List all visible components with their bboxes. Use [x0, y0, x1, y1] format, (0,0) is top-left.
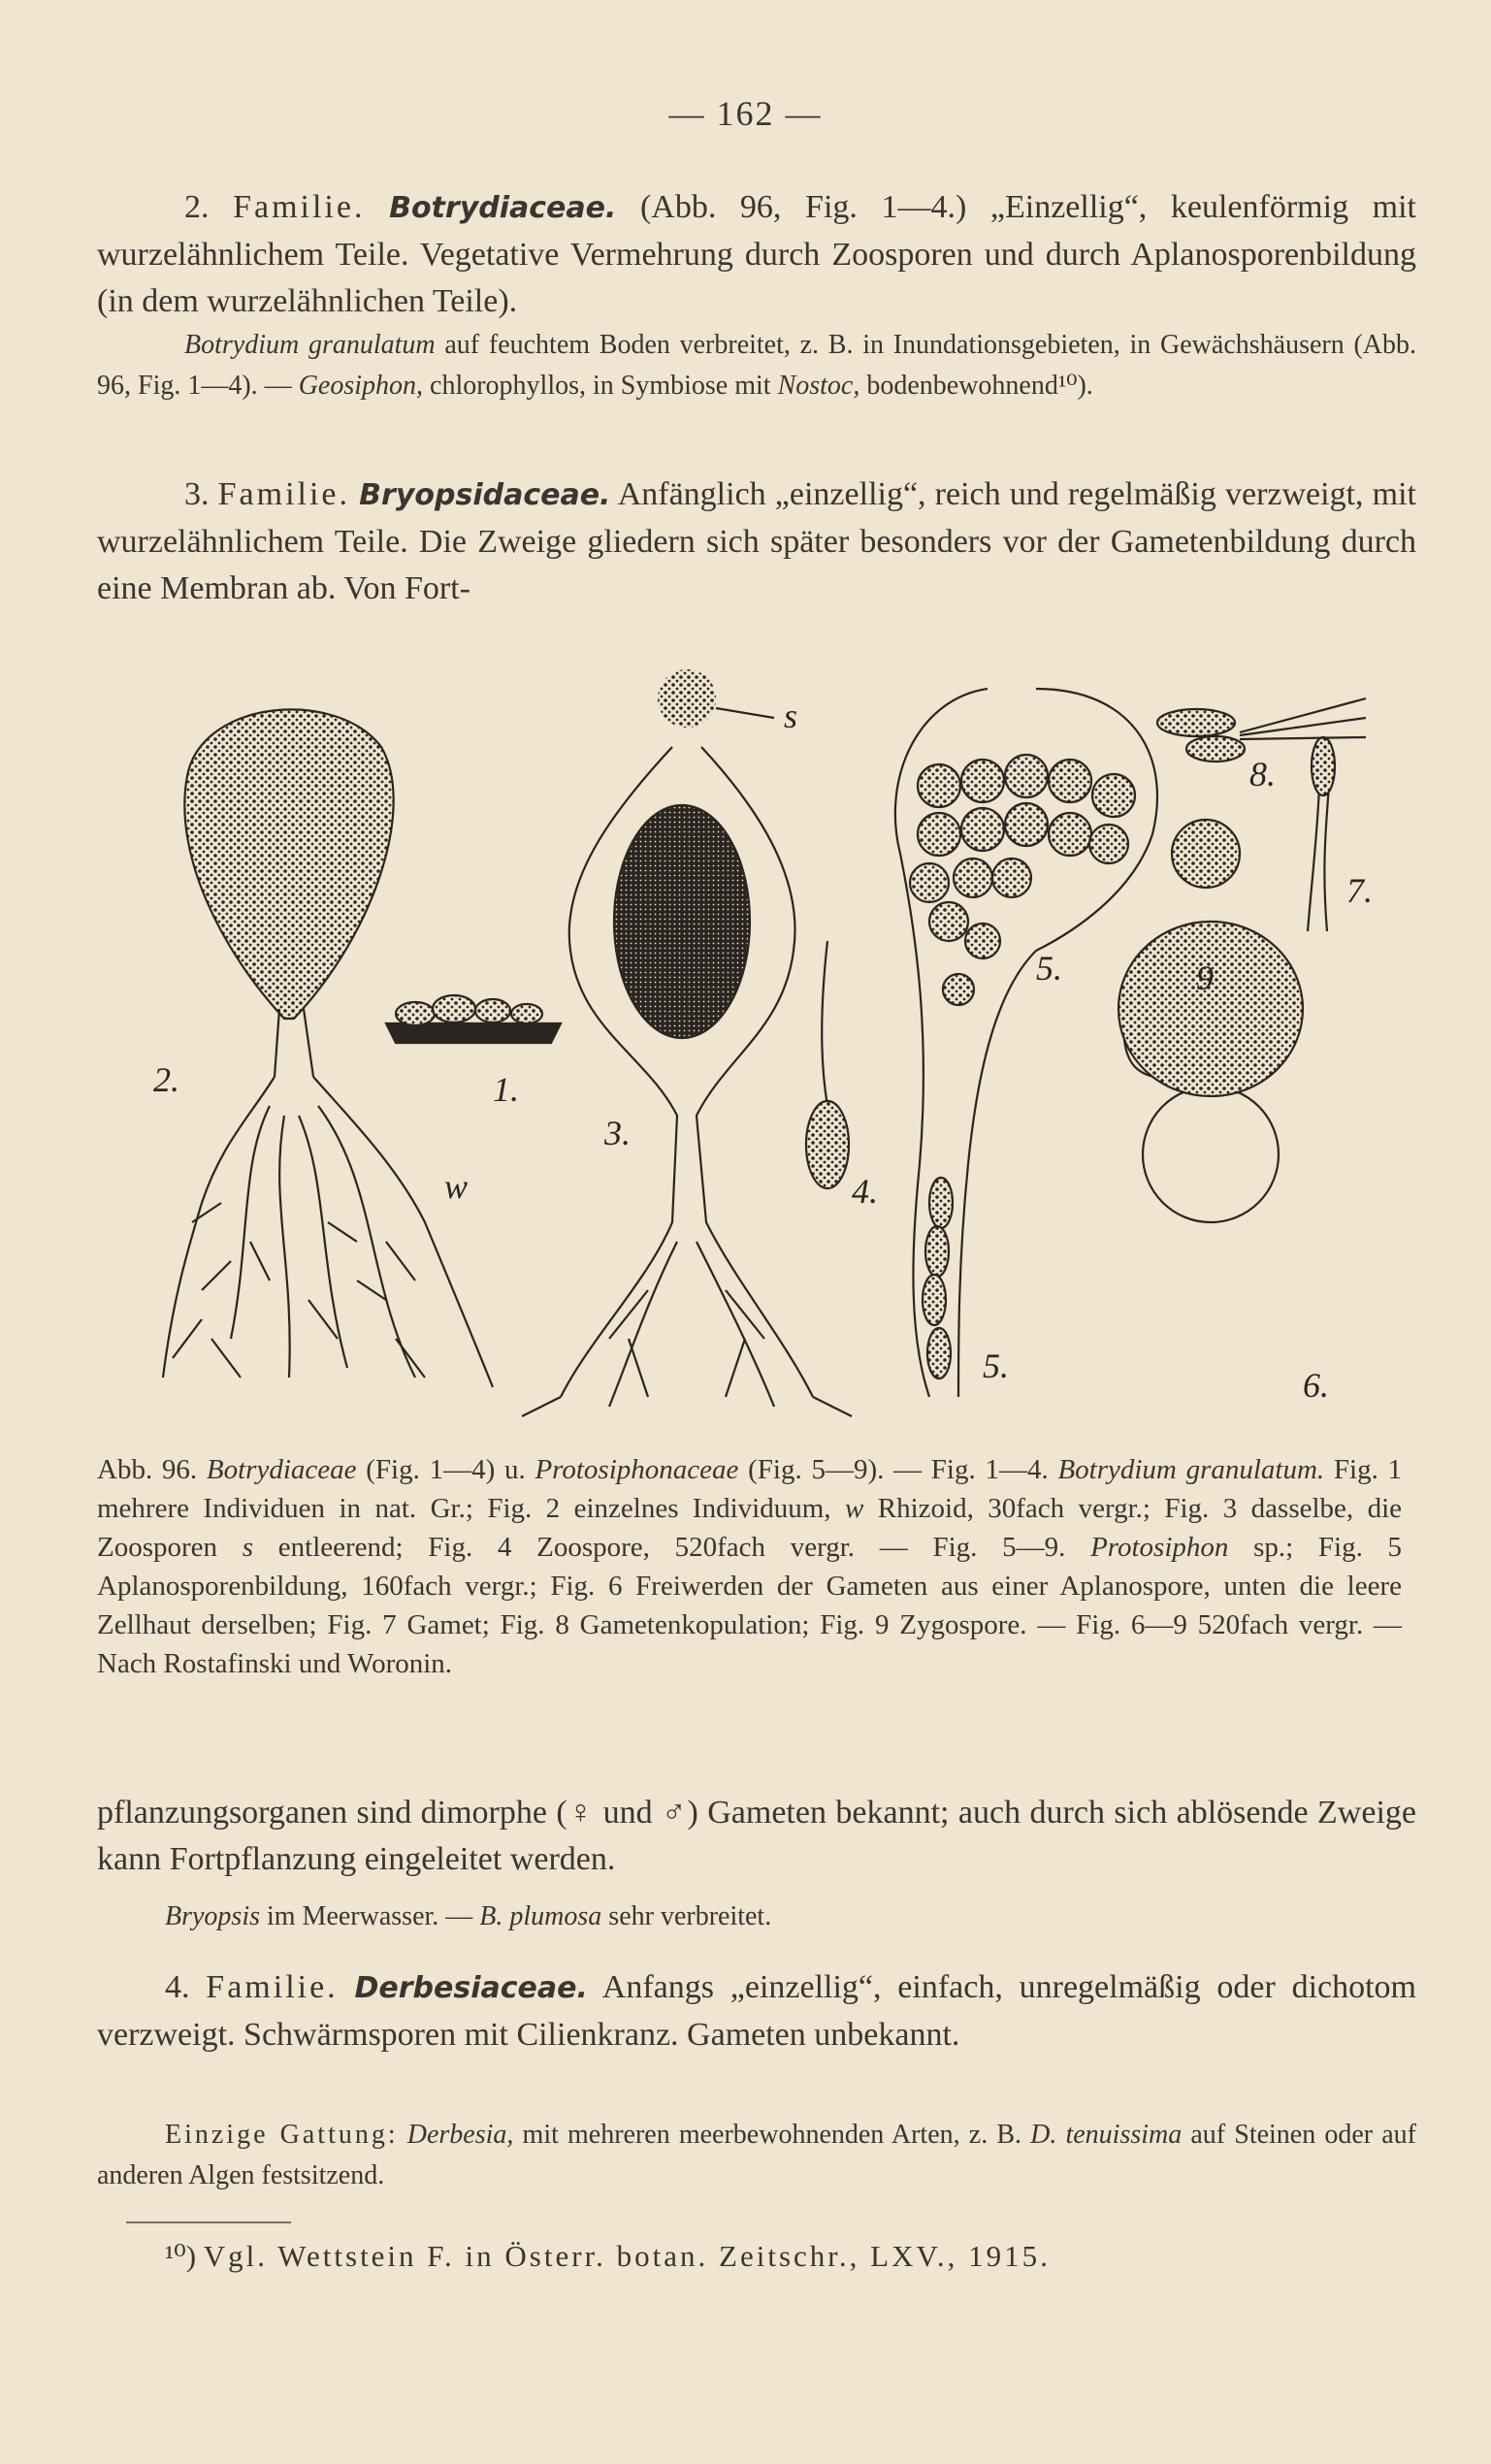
familie-4-number: 4.: [165, 1969, 190, 2005]
continued-note-taxon2: B. plumosa: [479, 1901, 602, 1931]
familie-2-text: (Abb. 96, Fig. 1—4.) „Einzellig“, keulenförmig mit wurzelähnlichem Teile. Vegetative Vermehrung durch Zoosporen und durch Aplanosporenbildung (in dem wurzelähnlichen Teile).: [97, 189, 1416, 319]
caption-seg-2: (Fig. 5—9). — Fig. 1—4.: [748, 1454, 1049, 1485]
fig-1-individuals: [386, 995, 561, 1043]
familie-3-word: Familie.: [217, 476, 351, 512]
caption-taxon-1: Botrydiaceae: [206, 1454, 357, 1485]
fig-label-6: 6.: [1303, 1366, 1329, 1405]
fig-4-zoospore: [806, 941, 849, 1188]
caption-taxon-2: Protosiphonaceae: [535, 1454, 739, 1485]
continued-note-taxon: Bryopsis: [165, 1901, 260, 1931]
familie-2-word: Familie.: [233, 189, 366, 225]
caption-s: s: [242, 1532, 254, 1563]
fig-label-2: 2.: [153, 1060, 179, 1099]
fig-3-individual: [522, 669, 852, 1416]
familie-4-note-word: Einzige Gattung:: [165, 2120, 399, 2150]
fig-label-5-top: 5.: [1036, 949, 1062, 988]
continued-text: pflanzungsorganen sind dimorphe (♀ und ♂) Gameten bekannt; auch durch sich ablösende Zweige kann Fortpflanzung eingeleitet werden.: [97, 1795, 1416, 1877]
footnote-mark: ¹⁰): [165, 2239, 197, 2273]
familie-3-text: Anfänglich „einzellig“, reich und regelmäßig verzweigt, mit wurzelähnlichem Teile. Die Zweige gliedern sich später besonders vor der Gametenbildung durch eine Membran ab. Von Fort-: [97, 476, 1417, 606]
continued-note: [97, 1897, 1416, 1937]
fig-label-7: 7.: [1346, 871, 1373, 910]
familie-4-note: [97, 2115, 1416, 2196]
footnote-text: Vgl. Wettstein F. in Österr. botan. Zeitschr., LXV., 1915.: [203, 2239, 1051, 2273]
fig-2-individual: [163, 709, 493, 1387]
familie-3-taxon: Bryopsidaceae.: [359, 478, 611, 512]
botanical-illustration: [105, 660, 1426, 1436]
familie-4-note-text: mit mehreren meerbewohnenden Arten, z. B.: [522, 2120, 1021, 2150]
footnote-divider: [126, 2221, 291, 2223]
familie-4-text: Anfangs „einzellig“, einfach, unregelmäßig oder dichotom verzweigt. Schwärmsporen mit Cilienkranz. Gameten unbekannt.: [97, 1969, 1417, 2053]
familie-4-note-taxon2: D. tenuissima: [1030, 2120, 1183, 2150]
familie-2-note-taxon2: Geosiphon,: [298, 371, 424, 401]
caption-last: Woronin.: [347, 1648, 453, 1679]
fig-label-w: w: [444, 1167, 469, 1206]
fig-label-1: 1.: [493, 1070, 519, 1109]
caption-w: w: [844, 1493, 864, 1524]
fig-label-9: 9: [1196, 958, 1214, 997]
fig-5-aplanosporen: [895, 689, 1157, 1397]
familie-2-note-text3: bodenbewohnend¹⁰).: [866, 371, 1093, 401]
familie-4-note-text2: auf Steinen oder auf anderen Algen festsitzend.: [97, 2120, 1416, 2190]
caption-seg-3: Fig. 1 mehrere Individuen in nat. Gr.; Fig. 2 einzelnes Individuum,: [97, 1454, 1403, 1524]
caption-taxon-4: Protosiphon: [1090, 1532, 1229, 1563]
caption-abb: Abb. 96.: [97, 1454, 198, 1485]
continued-paragraph: [97, 1790, 1416, 1883]
continued-note-text: im Meerwasser. —: [267, 1901, 473, 1931]
fig-label-8: 8.: [1249, 755, 1276, 794]
fig-label-4: 4.: [852, 1172, 878, 1211]
familie-2-note: [97, 325, 1416, 406]
familie-4-note-taxon: Derbesia,: [406, 2120, 514, 2150]
familie-4-paragraph: [97, 1964, 1416, 2059]
familie-2-taxon: Botrydiaceae.: [389, 191, 617, 225]
familie-4-word: Familie.: [206, 1969, 339, 2005]
caption-seg-1: (Fig. 1—4) u.: [366, 1454, 526, 1485]
familie-3-number: 3.: [184, 476, 210, 512]
fig-label-s: s: [784, 697, 798, 735]
page-number: — 162 —: [668, 94, 823, 133]
familie-2-note-text2: chlorophyllos, in Symbiose mit: [430, 371, 771, 401]
familie-2-note-taxon3: Nostoc,: [777, 371, 860, 401]
fig-label-3: 3.: [604, 1114, 631, 1152]
figure-caption: [97, 1450, 1402, 1683]
caption-taxon-3: Botrydium granulatum.: [1057, 1454, 1325, 1485]
familie-3-paragraph: [97, 471, 1416, 612]
familie-4-taxon: Derbesiaceae.: [354, 1971, 588, 2005]
fig-label-5-bottom: 5.: [983, 1346, 1009, 1385]
caption-seg-6: sp.; Fig. 5 Aplanosporenbildung, 160fach vergr.; Fig. 6 Freiwerden der Gameten aus einer Aplanospore, unten die leere Zellhaut derselben; Fig. 7 Gamet; Fig. 8 Gametenkopulation; Fig. 9 Zygospore. — Fig. 6—9 520fach vergr. — Nach Rostafinski und: [97, 1532, 1403, 1679]
caption-seg-5: entleerend; Fig. 4 Zoospore, 520fach vergr. — Fig. 5—9.: [277, 1532, 1066, 1563]
fig-8-kopulation: [1157, 698, 1366, 762]
familie-2-paragraph: [97, 184, 1416, 325]
continued-note-text2: sehr verbreitet.: [608, 1901, 772, 1931]
fig-7-gamet: [1308, 737, 1335, 931]
familie-2-note-taxon: Botrydium granulatum: [184, 330, 436, 360]
caption-seg-4: Rhizoid, 30fach vergr.; Fig. 3 dasselbe, die Zoosporen: [97, 1493, 1403, 1563]
footnote: [97, 2236, 1416, 2277]
familie-2-number: 2.: [184, 189, 210, 225]
fig-9-zygospore: [1172, 820, 1240, 888]
familie-2-note-text1: auf feuchtem Boden verbreitet, z. B. in Inundationsgebieten, in Gewächshäusern (Abb. 96, Fig. 1—4). —: [97, 330, 1417, 401]
